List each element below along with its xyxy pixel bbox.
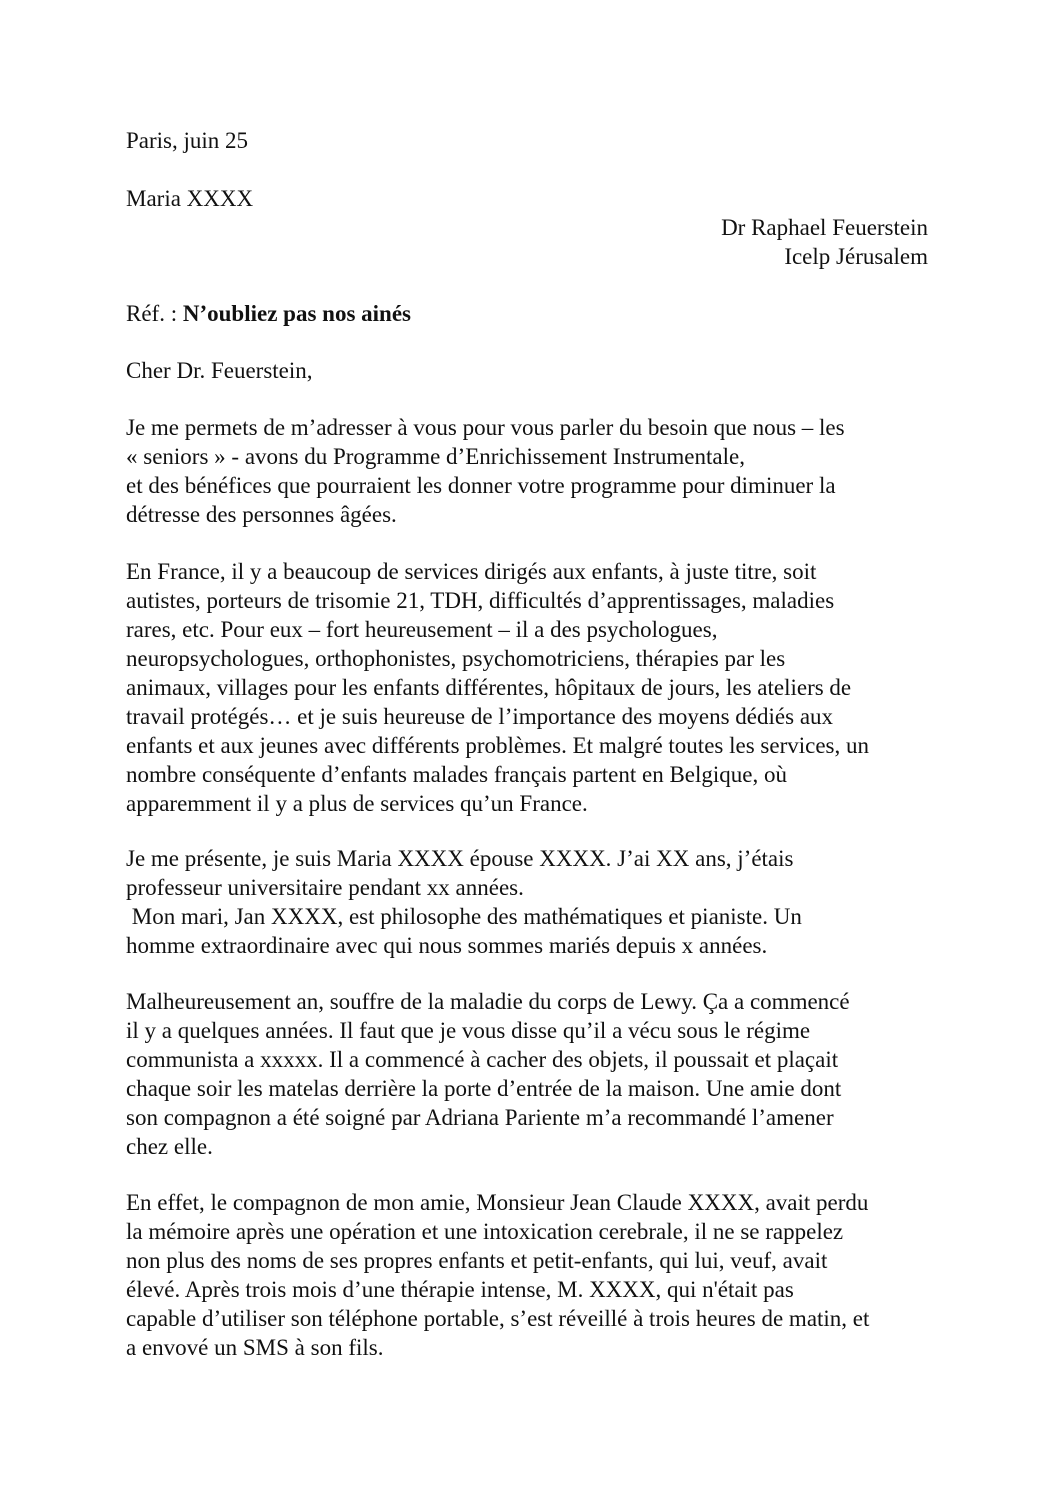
text-line: élevé. Après trois mois d’une thérapie intense, M. XXXX, qui n'était pas — [126, 1277, 794, 1302]
place-date — [126, 126, 931, 155]
place-date-text: Paris, juin 25 — [126, 128, 249, 153]
recipient-org: Icelp Jérusalem — [784, 244, 928, 269]
text-line: apparemment il y a plus de services qu’un France. — [126, 791, 588, 816]
text-line: nombre conséquente d’enfants malades français partent en Belgique, où — [126, 762, 788, 787]
paragraph-1 — [126, 413, 931, 529]
paragraph-3 — [126, 844, 931, 960]
text-line: a envové un SMS à son fils. — [126, 1335, 384, 1360]
text-line: il y a quelques années. Il faut que je vous disse qu’il a vécu sous le régime — [126, 1018, 811, 1043]
text-line: « seniors » - avons du Programme d’Enrichissement Instrumentale, — [126, 444, 745, 469]
text-line: communista a xxxxx. Il a commencé à cacher des objets, il poussait et plaçait — [126, 1047, 839, 1072]
text-line: En effet, le compagnon de mon amie, Monsieur Jean Claude XXXX, avait perdu — [126, 1190, 869, 1215]
salutation-text: Cher Dr. Feuerstein, — [126, 358, 313, 383]
text-line: professeur universitaire pendant xx années. — [126, 875, 524, 900]
reference-label: Réf. : — [126, 301, 183, 326]
paragraph-2 — [126, 557, 931, 818]
text-line: Je me permets de m’adresser à vous pour vous parler du besoin que nous – les — [126, 415, 845, 440]
text-line: chez elle. — [126, 1134, 213, 1159]
text-line: rares, etc. Pour eux – fort heureusement – il a des psychologues, — [126, 617, 718, 642]
paragraph-4 — [126, 987, 931, 1161]
text-line: la mémoire après une opération et une intoxication cerebrale, il ne se rappelez — [126, 1219, 844, 1244]
text-line: En France, il y a beaucoup de services dirigés aux enfants, à juste titre, soit — [126, 559, 817, 584]
text-line: autistes, porteurs de trisomie 21, TDH, difficultés d’apprentissages, maladies — [126, 588, 835, 613]
text-line: chaque soir les matelas derrière la porte d’entrée de la maison. Une amie dont — [126, 1076, 842, 1101]
text-line: détresse des personnes âgées. — [126, 502, 397, 527]
recipient-block — [600, 213, 928, 271]
reference-line — [126, 299, 931, 328]
text-line: et des bénéfices que pourraient les donner votre programme pour diminuer la — [126, 473, 836, 498]
text-line: neuropsychologues, orthophonistes, psychomotriciens, thérapies par les — [126, 646, 786, 671]
text-line: Malheureusement an, souffre de la maladie du corps de Lewy. Ça a commencé — [126, 989, 850, 1014]
text-line: capable d’utiliser son téléphone portable, s’est réveillé à trois heures de matin, et — [126, 1306, 870, 1331]
sender — [126, 184, 931, 213]
text-line: non plus des noms de ses propres enfants et petit-enfants, qui lui, veuf, avait — [126, 1248, 828, 1273]
text-line: travail protégés… et je suis heureuse de l’importance des moyens dédiés aux — [126, 704, 834, 729]
text-line: animaux, villages pour les enfants différentes, hôpitaux de jours, les ateliers de — [126, 675, 852, 700]
paragraph-5 — [126, 1188, 931, 1362]
text-line: homme extraordinaire avec qui nous sommes mariés depuis x années. — [126, 933, 768, 958]
text-line: Mon mari, Jan XXXX, est philosophe des mathématiques et pianiste. Un — [126, 904, 802, 929]
sender-name: Maria XXXX — [126, 186, 254, 211]
salutation — [126, 356, 931, 385]
text-line: Je me présente, je suis Maria XXXX épouse XXXX. J’ai XX ans, j’étais — [126, 846, 794, 871]
recipient-name: Dr Raphael Feuerstein — [721, 215, 928, 240]
reference-title: N’oubliez pas nos ainés — [182, 301, 411, 326]
text-line: enfants et aux jeunes avec différents problèmes. Et malgré toutes les services, un — [126, 733, 869, 758]
text-line: son compagnon a été soigné par Adriana Pariente m’a recommandé l’amener — [126, 1105, 834, 1130]
